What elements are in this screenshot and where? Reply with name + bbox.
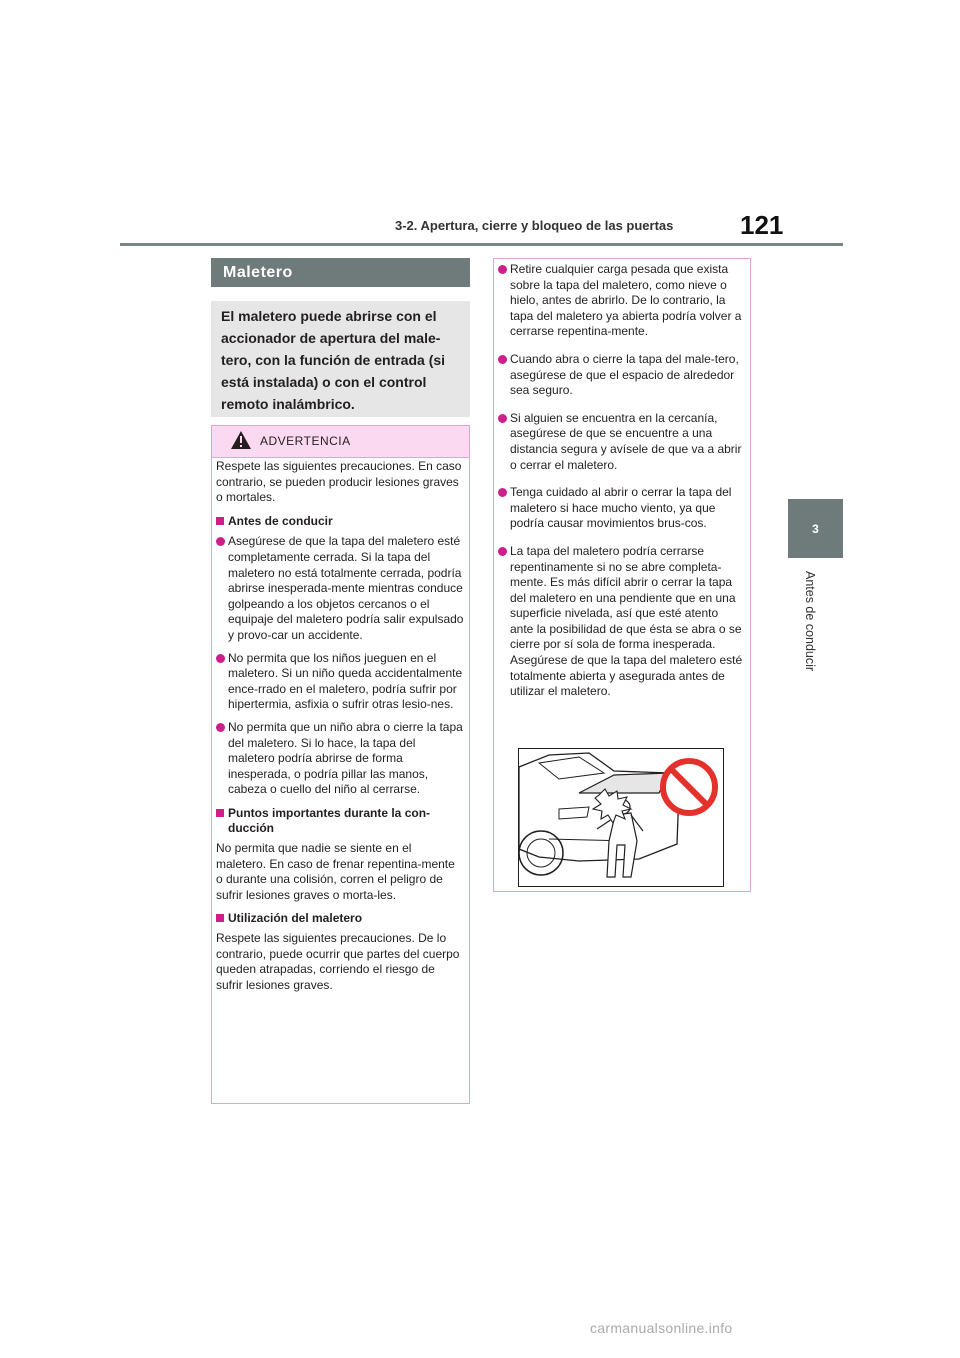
warning-bullet: Asegúrese de que la tapa del maletero esté completamente cerrada. Si la tapa del maletero no está totalmente cerrada, podría abrirse inesperada-mente mientras conduce golpeando a los objetos cercanos o el equipaje del maletero podría salir expulsado y provo-car un accidente. — [216, 534, 464, 643]
watermark: carmanualsonline.info — [590, 1320, 733, 1336]
warning-intro: Respete las siguientes precauciones. En caso contrario, se pueden producir lesiones graves o mortales. — [216, 459, 462, 505]
warning-bullet: Cuando abra o cierre la tapa del male-tero, asegúrese de que el espacio de alrededor sea seguro. — [498, 352, 744, 399]
chapter-label-text: Antes de conducir — [803, 571, 817, 672]
warning-bullet: La tapa del maletero podría cerrarse repentinamente si no se abre completa-mente. Es más difícil abrir o cerrar la tapa del maletero en una pendiente que en una superficie nivelada, así que esté atento ante la posibilidad de que ésta se abra o se cierre por sí sola de forma inesperada. Asegúrese de que la tapa del maletero esté totalmente abierta y asegurada antes de utilizar el maletero. — [498, 544, 744, 700]
warning-header — [212, 426, 469, 458]
warning-text: No permita que nadie se siente en el maletero. En caso de frenar repentina-mente o durante una colisión, corren el peligro de sufrir lesiones graves o morta-les. — [216, 841, 455, 902]
warning-subheading: Puntos importantes durante la con-ducción — [216, 806, 464, 837]
intro-line: accionador de apertura del male- — [221, 330, 441, 346]
warning-continued-box — [493, 258, 751, 892]
intro-box — [211, 301, 470, 417]
section-heading: Maletero — [211, 258, 470, 287]
intro-line: tero, con la función de entrada (si — [221, 352, 446, 368]
section-title: 3-2. Apertura, cierre y bloqueo de las puertas — [395, 218, 674, 233]
warning-bullet: No permita que un niño abra o cierre la tapa del maletero. Si lo hace, la tapa del maletero podría abrirse de forma inesperada, o podría pillar las manos, cabeza o cuello del niño al cerrarse. — [216, 720, 464, 798]
header-rule — [120, 243, 843, 246]
warning-triangle-icon — [230, 430, 252, 450]
warning-subheading: Utilización del maletero — [216, 911, 464, 927]
warning-bullet: Si alguien se encuentra en la cercanía, asegúrese de que se encuentre a una distancia segura y avísele de que va a abrir o cerrar el maletero. — [498, 411, 744, 473]
chapter-tab[interactable] — [788, 499, 843, 558]
warning-box — [211, 425, 470, 1104]
trunk-illustration — [518, 748, 724, 887]
intro-line: está instalada) o con el control — [221, 374, 427, 390]
warning-body — [216, 459, 464, 1000]
warning-subheading: Antes de conducir — [216, 514, 464, 530]
chapter-label — [803, 571, 817, 771]
warning-bullet: Retire cualquier carga pesada que exista sobre la tapa del maletero, como nieve o hielo, antes de abrirlo. De lo contrario, la tapa del maletero ya abierta podría volver a cerrarse repentina-mente. — [498, 262, 744, 340]
page-number: 121 — [740, 210, 784, 240]
warning-continued-body — [498, 262, 744, 712]
warning-label: ADVERTENCIA — [260, 434, 351, 448]
intro-line: El maletero puede abrirse con el — [221, 308, 437, 324]
warning-bullet: No permita que los niños jueguen en el maletero. Si un niño queda accidentalmente ence-rrado en el maletero, podría sufrir por hipertermia, asfixia o sufrir otras lesio-nes. — [216, 651, 464, 713]
warning-bullet: Tenga cuidado al abrir o cerrar la tapa del maletero si hace mucho viento, ya que podría causar movimientos brus-cos. — [498, 485, 744, 532]
car-trunk-prohibited-illustration — [519, 749, 723, 886]
warning-text: Respete las siguientes precauciones. De lo contrario, puede ocurrir que partes del cuerpo queden atrapadas, corriendo el riesgo de sufrir lesiones graves. — [216, 931, 460, 992]
chapter-number: 3 — [812, 521, 819, 536]
intro-line: remoto inalámbrico. — [221, 396, 355, 412]
